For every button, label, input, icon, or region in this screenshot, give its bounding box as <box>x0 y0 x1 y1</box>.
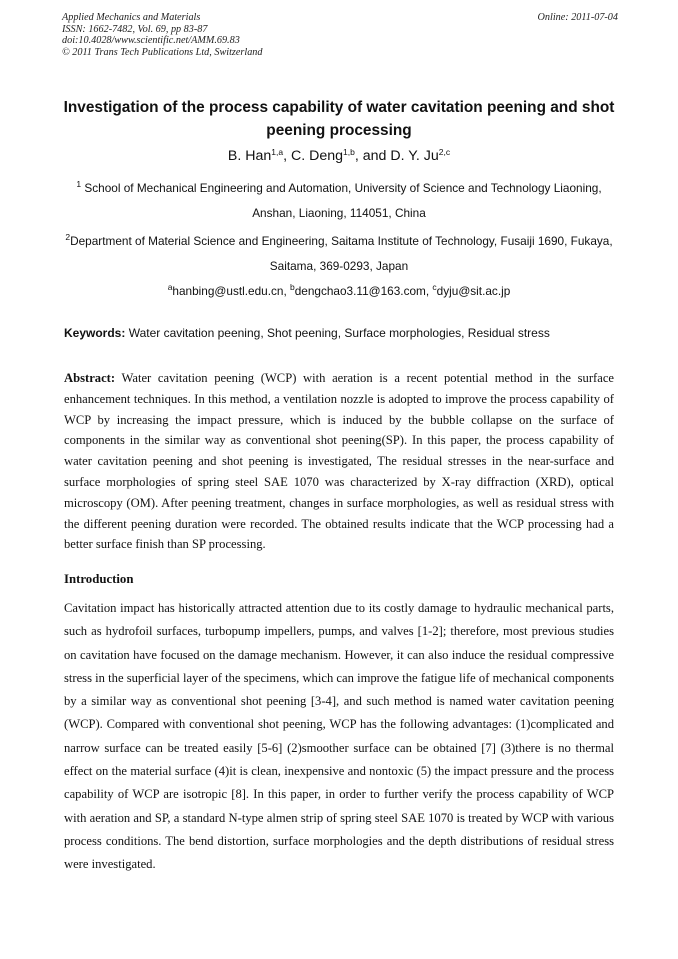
email-link[interactable]: dengchao3.11@163.com, <box>294 284 433 298</box>
affiliation-2 <box>56 229 622 279</box>
email-link[interactable]: dyju@sit.ac.jp <box>436 284 511 298</box>
affiliation-text: School of Mechanical Engineering and Automation, University of Science and Technology Liaoning, Anshan, Liaoning, 114051, China <box>81 181 602 220</box>
author-separator: , <box>283 148 291 164</box>
affiliation-superscript: 2 <box>65 232 71 242</box>
paper-title: Investigation of the process capability of water cavitation peening and shot peening processing <box>63 99 615 139</box>
email-superscript: c <box>432 282 437 292</box>
journal-header <box>62 12 618 58</box>
doi-line: doi:10.4028/www.scientific.net/AMM.69.83 <box>62 35 240 47</box>
abstract-text: Water cavitation peening (WCP) with aeration is a recent potential method in the surface enhancement techniques. In this method, a ventilation nozzle is adopted to improve the process capability of WCP by increasing the impact pressure, which is induced by the bubble collapse on the surface of components in the similar way as conventional shot peening(SP). In this paper, the process capability of water cavitation peening and shot peening is investigated, The residual stresses in the near-surface and surface morphologies of spring steel SAE 1070 was characterized by X-ray diffraction (XRD), optical microscopy (OM). After peening treatment, changes in surface morphologies, as well as residual stress with the different peening duration were recorded. The obtained results indicate that the WCP processing had a better surface finish than SP processing. <box>64 371 614 552</box>
affiliation-1 <box>56 176 622 226</box>
author-superscript: 2,c <box>438 147 451 157</box>
issn-line: ISSN: 1662-7482, Vol. 69, pp 83-87 <box>62 23 208 35</box>
author-name: C. Deng <box>291 148 344 164</box>
author-separator: , and <box>354 148 391 164</box>
author-list <box>0 146 678 166</box>
email-link[interactable]: hanbing@ustl.edu.cn, <box>172 284 290 298</box>
keywords-label: Keywords: <box>64 326 126 340</box>
affiliation-superscript: 1 <box>76 179 82 189</box>
copyright-line: © 2011 Trans Tech Publications Ltd, Switzerland <box>62 46 263 58</box>
email-superscript: a <box>167 282 173 292</box>
online-date: Online: 2011-07-04 <box>537 12 618 23</box>
keywords-text: Water cavitation peening, Shot peening, Surface morphologies, Residual stress <box>125 326 550 340</box>
author-emails <box>0 282 678 300</box>
author-superscript: 1,a <box>271 147 284 157</box>
abstract-paragraph <box>64 368 614 555</box>
introduction-paragraph: Cavitation impact has historically attracted attention due to its costly damage to hydraulic mechanical parts, such as hydrofoil surfaces, turbopump impellers, pumps, and valves [1-2]; therefore, most previous studies on cavitation have focused on the damage mechanism. However, it can also induce the residual compressive stress in the superficial layer of the specimens, which can improve the fatigue life of mechanical components by a similar way as conventional shot peening [3-4], and such method is named water cavitation peening (WCP). Compared with conventional shot peening, WCP has the following advantages: (1)complicated and narrow surface can be treated easily [5-6] (2)smoother surface can be obtained [7] (3)there is no thermal effect on the material surface (4)it is clean, inexpensive and nontoxic (5) the impact pressure and the process capability of WCP are isotropic [8]. In this paper, in order to further verify the process capability of WCP with aeration and SP, a standard N-type almen strip of spring steel SAE 1070 is treated by WCP with various process conditions. The bend distortion, surface morphologies and the depth distributions of residual stress were investigated. <box>64 601 614 872</box>
abstract-label: Abstract: <box>64 371 116 385</box>
keywords-line <box>64 324 624 342</box>
section-heading-introduction: Introduction <box>64 572 134 586</box>
email-superscript: b <box>290 282 295 292</box>
author-name: B. Han <box>227 148 272 164</box>
journal-name: Applied Mechanics and Materials <box>62 12 201 23</box>
author-name: D. Y. Ju <box>390 148 439 164</box>
affiliation-text: Department of Material Science and Engineering, Saitama Institute of Technology, Fusaiji 1690, Fukaya, Saitama, 369-0293, Japan <box>70 234 613 273</box>
author-superscript: 1,b <box>343 147 355 157</box>
